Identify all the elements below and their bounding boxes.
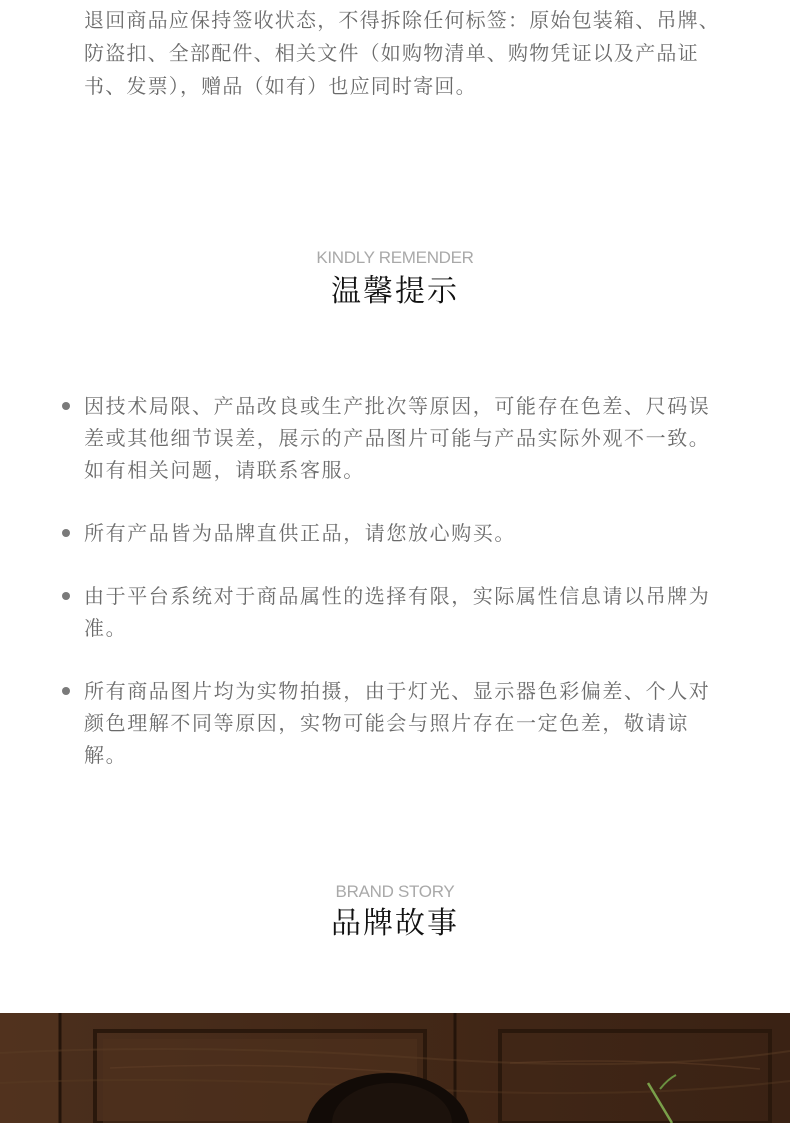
brand-story-heading [0, 882, 790, 944]
reminder-item [60, 675, 720, 771]
bullet-icon [62, 402, 70, 410]
brand-story-zh-title: 品牌故事 [331, 906, 459, 941]
reminder-item-text: 所有商品图片均为实物拍摄，由于灯光、显示器色彩偏差、个人对颜色理解不同等原因，实物可能会与照片存在一定色差，敬请谅解。 [84, 679, 711, 767]
reminder-item [60, 580, 720, 644]
brand-story-photo [0, 1013, 790, 1123]
kindly-reminder-heading [0, 248, 790, 312]
kindly-reminder-zh-title: 温馨提示 [331, 274, 459, 309]
return-policy-text: 退回商品应保持签收状态，不得拆除任何标签：原始包装箱、吊牌、防盗扣、全部配件、相关文件（如购物清单、购物凭证以及产品证书、发票），赠品（如有）也应同时寄回。 [84, 8, 720, 98]
reminder-item [60, 390, 720, 486]
reminder-item-text: 因技术局限、产品改良或生产批次等原因，可能存在色差、尺码误差或其他细节误差，展示的产品图片可能与产品实际外观不一致。如有相关问题，请联系客服。 [84, 394, 711, 482]
reminder-list [60, 390, 720, 771]
kindly-reminder-en-title: KINDLY REMENDER [316, 248, 474, 267]
brand-story-en-title: BRAND STORY [335, 882, 455, 901]
bullet-icon [62, 687, 70, 695]
wood-panel-photo-image [0, 1013, 790, 1123]
reminder-item-text: 所有产品皆为品牌直供正品，请您放心购买。 [84, 521, 516, 545]
reminder-item [60, 517, 720, 549]
bullet-icon [62, 529, 70, 537]
reminder-item-text: 由于平台系统对于商品属性的选择有限，实际属性信息请以吊牌为准。 [84, 584, 711, 640]
bullet-icon [62, 592, 70, 600]
